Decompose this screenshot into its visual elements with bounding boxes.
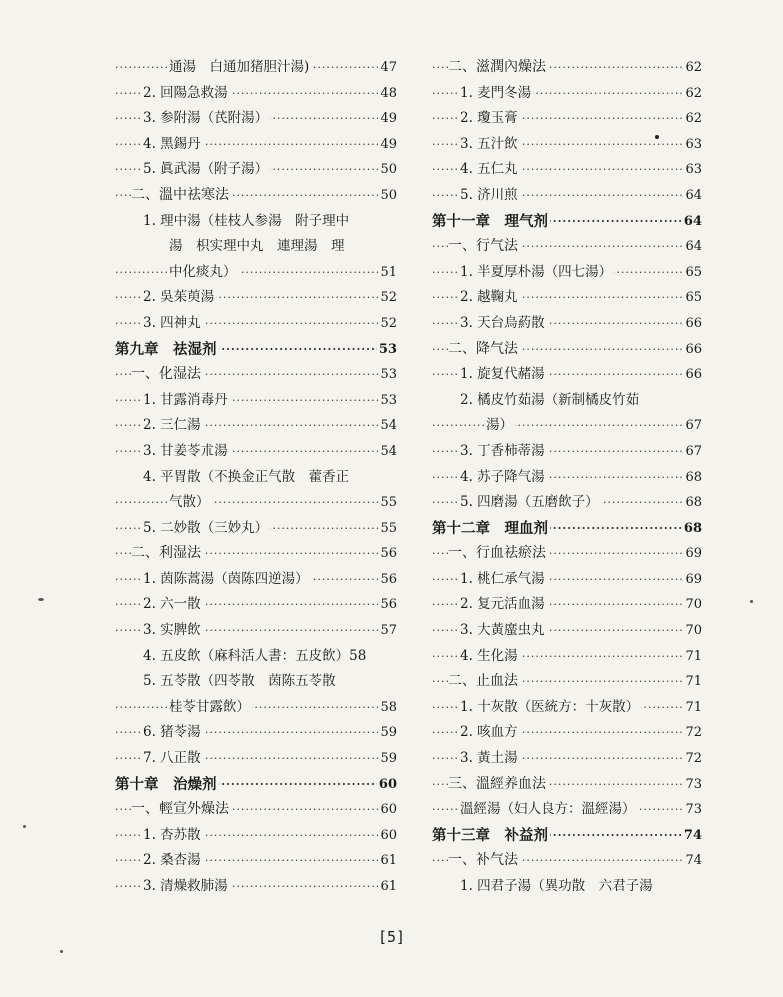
- toc-entry-page: 62: [683, 55, 702, 81]
- toc-entry-title: 4. 生化湯: [460, 647, 518, 664]
- toc-entry-page: 61: [378, 848, 397, 874]
- toc-entry: [432, 797, 702, 823]
- toc-entry: [115, 823, 397, 849]
- toc-entry-title: 6. 猪苓湯: [143, 724, 201, 741]
- toc-section: [115, 183, 397, 209]
- toc-entry: [115, 285, 397, 311]
- toc-entry: [432, 362, 702, 388]
- toc-entry-page: 68: [683, 465, 702, 491]
- toc-entry-page: 74: [683, 848, 702, 874]
- toc-section: [432, 669, 702, 695]
- toc-entry: [432, 183, 702, 209]
- toc-entry-title: 溫經湯（妇人良方：溫經湯）: [460, 801, 636, 818]
- toc-entry: [115, 516, 397, 542]
- toc-entry-title: 2. 复元活血湯: [460, 596, 545, 613]
- scan-speck: [655, 135, 659, 139]
- toc-section: [115, 362, 397, 388]
- toc-entry-title: 3. 甘姜苓朮湯: [143, 442, 228, 459]
- toc-entry-page: 72: [683, 746, 702, 772]
- toc-entry-page: 60: [377, 772, 397, 798]
- toc-entry-page: 74: [682, 823, 702, 849]
- toc-entry-title: 第十二章 理血剂: [432, 519, 548, 537]
- toc-section: [432, 234, 702, 260]
- toc-entry-page: 71: [683, 695, 702, 721]
- toc-entry-title: 1. 杏苏散: [143, 826, 201, 843]
- toc-entry-title: 2. 咳血方: [460, 724, 518, 741]
- left-column: [115, 55, 397, 900]
- toc-entry-page: 66: [683, 311, 702, 337]
- toc-entry: [432, 874, 702, 900]
- toc-entry-page: 64: [682, 209, 702, 235]
- toc-entry-page: 47: [378, 55, 397, 81]
- toc-entry-title: 5. 四磨湯（五磨飲子）: [460, 494, 599, 511]
- toc-section: [432, 848, 702, 874]
- toc-entry-title: 一、行气法: [448, 238, 518, 255]
- toc-entry-page: 50: [378, 183, 397, 209]
- toc-entry: [115, 592, 397, 618]
- toc-entry: [432, 132, 702, 158]
- toc-entry: [115, 55, 397, 81]
- toc-entry-title: 4. 苏子降气湯: [460, 468, 545, 485]
- toc-section: [115, 541, 397, 567]
- toc-entry-page: 49: [378, 106, 397, 132]
- toc-entry: [115, 413, 397, 439]
- toc-entry: [115, 465, 397, 491]
- toc-entry-title: 4. 五皮飲（麻科活人書：五皮飲）58: [143, 647, 367, 664]
- toc-section: [432, 55, 702, 81]
- toc-entry-page: 65: [683, 260, 702, 286]
- toc-entry-title: 一、行血祛瘀法: [448, 545, 546, 562]
- toc-entry-title: 2. 越鞠丸: [460, 289, 518, 306]
- toc-entry-page: 61: [378, 874, 397, 900]
- toc-entry-title: 通湯 白通加猪胆汁湯): [169, 59, 310, 75]
- toc-entry-page: 49: [378, 132, 397, 158]
- toc-entry-page: 62: [683, 106, 702, 132]
- toc-entry-title: 4. 黑錫丹: [143, 135, 201, 152]
- toc-entry-title: 2. 三仁湯: [143, 417, 201, 434]
- toc-entry-page: 52: [378, 285, 397, 311]
- toc-entry: [115, 132, 397, 158]
- toc-entry: [432, 490, 702, 516]
- toc-entry-title: 3. 大黃䗪虫丸: [460, 622, 545, 639]
- toc-entry-title: 一、輕宣外燥法: [131, 801, 229, 818]
- toc-entry: [115, 848, 397, 874]
- toc-entry-title: 1. 茵陈蒿湯（茵陈四逆湯）: [143, 570, 309, 587]
- toc-entry-title: 第十一章 理气剂: [432, 212, 548, 230]
- toc-entry-page: 59: [378, 746, 397, 772]
- toc-entry-page: 55: [378, 516, 397, 542]
- toc-entry: [432, 413, 702, 439]
- toc-entry-title: 二、溫中祛寒法: [131, 186, 229, 203]
- toc-entry-page: 66: [683, 337, 702, 363]
- toc-entry: [115, 720, 397, 746]
- toc-entry-page: 55: [378, 490, 397, 516]
- toc-entry-page: 56: [378, 567, 397, 593]
- toc-entry-title: 二、利湿法: [131, 545, 201, 562]
- toc-entry-title: 3. 实脾飲: [143, 622, 201, 639]
- toc-entry-page: 54: [378, 413, 397, 439]
- toc-entry: [115, 81, 397, 107]
- toc-section: [432, 541, 702, 567]
- toc-entry: [115, 746, 397, 772]
- scan-speck: [23, 825, 26, 828]
- toc-entry-page: 64: [683, 234, 702, 260]
- toc-entry-page: 69: [683, 541, 702, 567]
- toc-entry-page: 65: [683, 285, 702, 311]
- toc-section: [432, 772, 702, 798]
- toc-entry-title: 2. 六一散: [143, 596, 201, 613]
- toc-entry-title: 1. 麦門冬湯: [460, 84, 532, 101]
- toc-entry: [432, 285, 702, 311]
- toc-entry: [115, 260, 397, 286]
- toc-entry-page: 56: [378, 541, 397, 567]
- toc-entry-title: 湯）: [486, 417, 513, 434]
- toc-entry-page: 70: [683, 592, 702, 618]
- toc-entry-title: 4. 五仁丸: [460, 161, 518, 178]
- toc-entry-title: 2. 桑杏湯: [143, 852, 201, 869]
- toc-entry-title: 5. 五苓散（四苓散 茵陈五苓散: [143, 673, 336, 690]
- toc-entry-page: 73: [683, 797, 702, 823]
- toc-entry-title: 7. 八正散: [143, 750, 201, 767]
- toc-chapter: [115, 772, 397, 798]
- toc-entry-page: 48: [378, 81, 397, 107]
- toc-entry-page: 50: [378, 157, 397, 183]
- toc-entry: [432, 106, 702, 132]
- toc-entry-title: 3. 四神丸: [143, 314, 201, 331]
- toc-entry-title: 3. 五汁飲: [460, 135, 518, 152]
- toc-entry: [432, 592, 702, 618]
- toc-entry: [432, 695, 702, 721]
- toc-entry-page: 72: [683, 720, 702, 746]
- scan-speck: [750, 600, 753, 603]
- toc-entry: [115, 439, 397, 465]
- toc-entry: [115, 490, 397, 516]
- toc-entry-page: 62: [683, 81, 702, 107]
- toc-entry-title: 三、溫經养血法: [448, 775, 546, 792]
- toc-chapter: [432, 516, 702, 542]
- toc-entry-title: 4. 平胃散（不换金正气散 藿香正: [143, 468, 350, 485]
- toc-entry-title: 1. 理中湯（桂枝人参湯 附子理中: [143, 212, 350, 229]
- toc-entry: [115, 388, 397, 414]
- toc-entry-page: 70: [683, 618, 702, 644]
- toc-entry-page: 60: [378, 797, 397, 823]
- toc-chapter: [432, 209, 702, 235]
- toc-entry-title: 气散）: [169, 494, 210, 511]
- toc-entry-page: 53: [377, 337, 397, 363]
- toc-entry-page: 63: [683, 157, 702, 183]
- right-column: [432, 55, 702, 900]
- toc-entry-page: 71: [683, 644, 702, 670]
- toc-chapter: [432, 823, 702, 849]
- toc-entry-page: 68: [682, 516, 702, 542]
- toc-entry: [432, 720, 702, 746]
- toc-entry-title: 3. 丁香柿蒂湯: [460, 442, 545, 459]
- toc-entry-page: 66: [683, 362, 702, 388]
- toc-entry-page: 60: [378, 823, 397, 849]
- toc-entry: [115, 234, 397, 260]
- toc-entry: [432, 157, 702, 183]
- toc-entry: [115, 874, 397, 900]
- toc-entry-title: 1. 十灰散（医統方：十灰散）: [460, 698, 640, 715]
- toc-entry-page: 69: [683, 567, 702, 593]
- toc-entry-title: 一、补气法: [448, 852, 518, 869]
- toc-entry: [115, 311, 397, 337]
- toc-entry: [115, 157, 397, 183]
- toc-entry-title: 5. 二妙散（三妙丸）: [143, 519, 269, 536]
- toc-entry-title: 二、止血法: [448, 673, 518, 690]
- toc-entry-title: 第十章 治燥剂: [115, 775, 217, 793]
- scan-speck: [60, 950, 63, 953]
- toc-entry: [432, 746, 702, 772]
- toc-entry: [115, 209, 397, 235]
- toc-entry-title: 5. 济川煎: [460, 186, 518, 203]
- toc-entry-page: 67: [683, 439, 702, 465]
- toc-entry-page: 71: [683, 669, 702, 695]
- toc-entry-title: 一、化湿法: [131, 366, 201, 383]
- toc-entry-title: 3. 清燥救肺湯: [143, 878, 228, 894]
- toc-entry-title: 5. 眞武湯（附子湯）: [143, 161, 269, 178]
- toc-entry-title: 桂苓甘露飲）: [169, 698, 250, 715]
- toc-entry-page: 64: [683, 183, 702, 209]
- toc-chapter: [115, 337, 397, 363]
- toc-entry: [115, 669, 397, 695]
- toc-entry-title: 二、降气法: [448, 340, 518, 357]
- toc-entry: [432, 465, 702, 491]
- toc-entry-title: 3. 参附湯（芪附湯）: [143, 110, 269, 127]
- toc-entry-page: 63: [683, 132, 702, 158]
- toc-entry-title: 中化痰丸）: [169, 263, 237, 280]
- toc-entry-title: 2. 回陽急救湯: [143, 84, 228, 101]
- toc-entry-title: 1. 桃仁承气湯: [460, 570, 545, 587]
- toc-entry: [115, 695, 397, 721]
- toc-entry: [432, 81, 702, 107]
- page-number: [5]: [377, 928, 406, 946]
- toc-entry: [432, 439, 702, 465]
- toc-entry-title: 1. 半夏厚朴湯（四七湯）: [460, 263, 613, 280]
- toc-entry-page: 56: [378, 592, 397, 618]
- toc-entry: [432, 311, 702, 337]
- toc-section: [432, 337, 702, 363]
- toc-entry-title: 1. 甘露消毒丹: [143, 391, 228, 408]
- toc-entry-title: 1. 四君子湯（異功散 六君子湯: [460, 878, 653, 894]
- toc-entry: [432, 260, 702, 286]
- toc-entry-page: 52: [378, 311, 397, 337]
- toc-entry-title: 2. 瓊玉膏: [460, 110, 518, 127]
- toc-entry-title: 3. 黃土湯: [460, 750, 518, 767]
- toc-entry: [432, 644, 702, 670]
- toc-entry-page: 59: [378, 720, 397, 746]
- toc-entry-title: 湯 枳实理中丸 連理湯 理: [169, 238, 345, 255]
- toc-entry-page: 68: [683, 490, 702, 516]
- toc-entry: [115, 644, 397, 670]
- toc-entry: [115, 567, 397, 593]
- toc-entry-page: 73: [683, 772, 702, 798]
- toc-entry-page: 67: [683, 413, 702, 439]
- toc-entry-title: 第九章 祛湿剂: [115, 340, 217, 358]
- toc-entry-title: 2. 吳茱萸湯: [143, 289, 215, 306]
- toc-entry: [115, 618, 397, 644]
- toc-section: [115, 797, 397, 823]
- toc-entry-page: 57: [378, 618, 397, 644]
- toc-entry-title: 第十三章 补益剂: [432, 826, 548, 844]
- toc-entry-title: 1. 旋复代赭湯: [460, 366, 545, 383]
- toc-entry-title: 二、滋潤內燥法: [448, 59, 546, 75]
- toc-entry: [432, 388, 702, 414]
- toc-entry-title: 2. 橘皮竹茹湯（新制橘皮竹茹: [460, 391, 640, 408]
- toc-entry: [432, 618, 702, 644]
- toc-entry: [432, 567, 702, 593]
- toc-entry-page: 53: [378, 362, 397, 388]
- toc-entry-page: 58: [378, 695, 397, 721]
- scan-speck: [38, 598, 44, 601]
- toc-entry-page: 54: [378, 439, 397, 465]
- toc-entry: [115, 106, 397, 132]
- toc-entry-page: 53: [378, 388, 397, 414]
- toc-entry-title: 3. 天台烏葯散: [460, 314, 545, 331]
- toc-entry-page: 51: [378, 260, 397, 286]
